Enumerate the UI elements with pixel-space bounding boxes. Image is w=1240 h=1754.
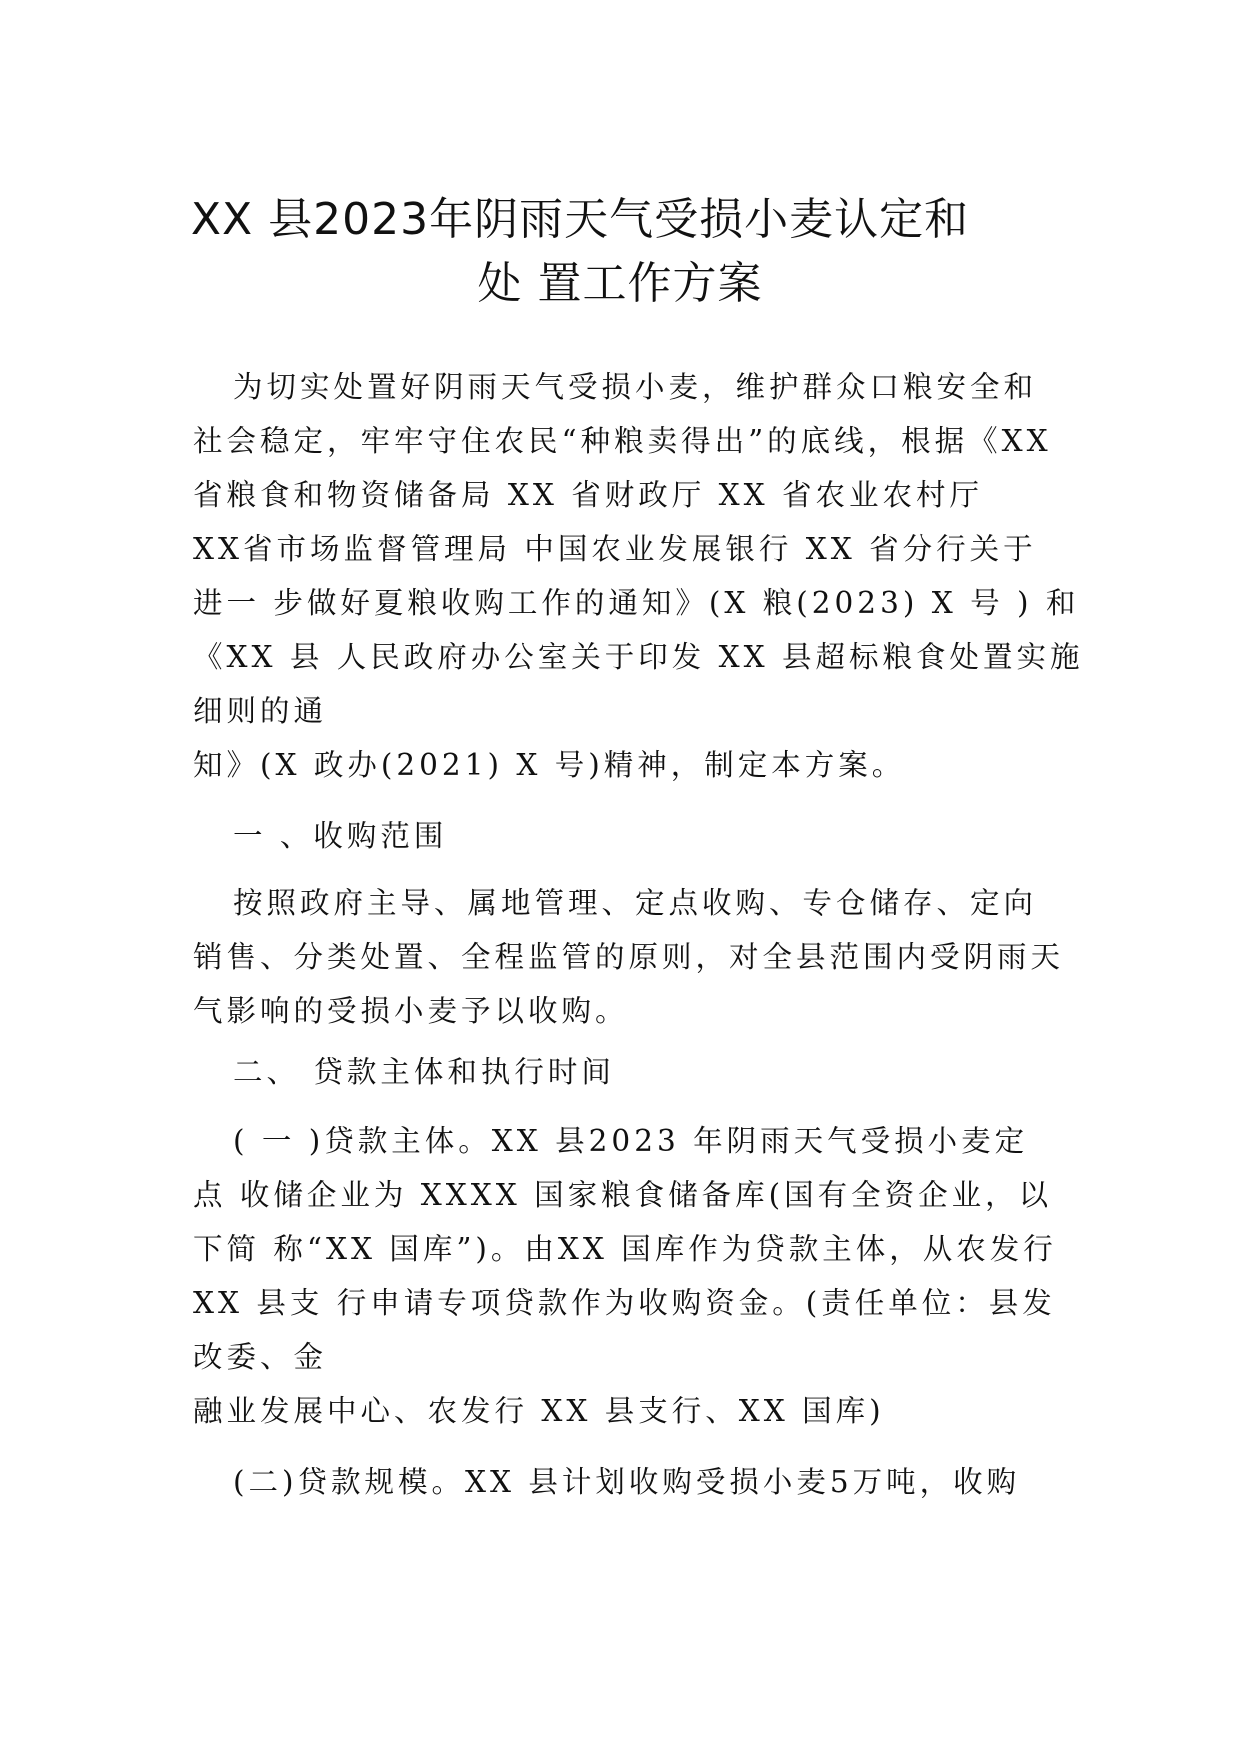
- body-text-line: 气影响的受损小麦予以收购。: [193, 994, 629, 1028]
- body-text-line: 下简 称“XX 国库”)。由XX 国库作为贷款主体，从农发行: [193, 1232, 1057, 1266]
- document-title-line-2: 处 置工作方案: [477, 258, 763, 309]
- body-text-line: 进一 步做好夏粮收购工作的通知》(X 粮(2023) X 号 ) 和: [193, 586, 1080, 620]
- body-text-line: 省粮食和物资储备局 XX 省财政厅 XX 省农业农村厅: [193, 478, 984, 512]
- body-text-line: 知》(X 政办(2021) X 号)精神，制定本方案。: [193, 748, 906, 782]
- body-text-line: 融业发展中心、农发行 XX 县支行、XX 国库): [193, 1394, 885, 1428]
- body-text-line: ( 一 )贷款主体。XX 县2023 年阴雨天气受损小麦定: [233, 1124, 1029, 1158]
- body-text-line: XX 县支 行申请专项贷款作为收购资金。(责任单位：县发: [193, 1286, 1056, 1320]
- document-title-line-1: XX 县2023年阴雨天气受损小麦认定和: [190, 194, 970, 245]
- body-text-line: 《XX 县 人民政府办公室关于印发 XX 县超标粮食处置实施: [193, 640, 1084, 674]
- body-text-line: 社会稳定，牢牢守住农民“种粮卖得出”的底线，根据《XX: [193, 424, 1052, 458]
- body-text-line: 按照政府主导、属地管理、定点收购、专仓储存、定向: [233, 886, 1038, 920]
- body-text-line: 点 收储企业为 XXXX 国家粮食储备库(国有全资企业，以: [193, 1178, 1053, 1212]
- body-text-line: 销售、分类处置、全程监管的原则，对全县范围内受阴雨天: [193, 940, 1065, 974]
- section-heading-1: 一 、收购范围: [233, 819, 448, 853]
- body-text-line: 为切实处置好阴雨天气受损小麦，维护群众口粮安全和: [233, 370, 1038, 404]
- body-text-line: XX省市场监督管理局 中国农业发展银行 XX 省分行关于: [193, 532, 1037, 566]
- body-text-line: 细则的通: [193, 694, 328, 728]
- body-text-line: (二)贷款规模。XX 县计划收购受损小麦5万吨，收购: [233, 1465, 1021, 1499]
- section-heading-2: 二、 贷款主体和执行时间: [233, 1055, 615, 1089]
- body-text-line: 改委、金: [193, 1340, 328, 1374]
